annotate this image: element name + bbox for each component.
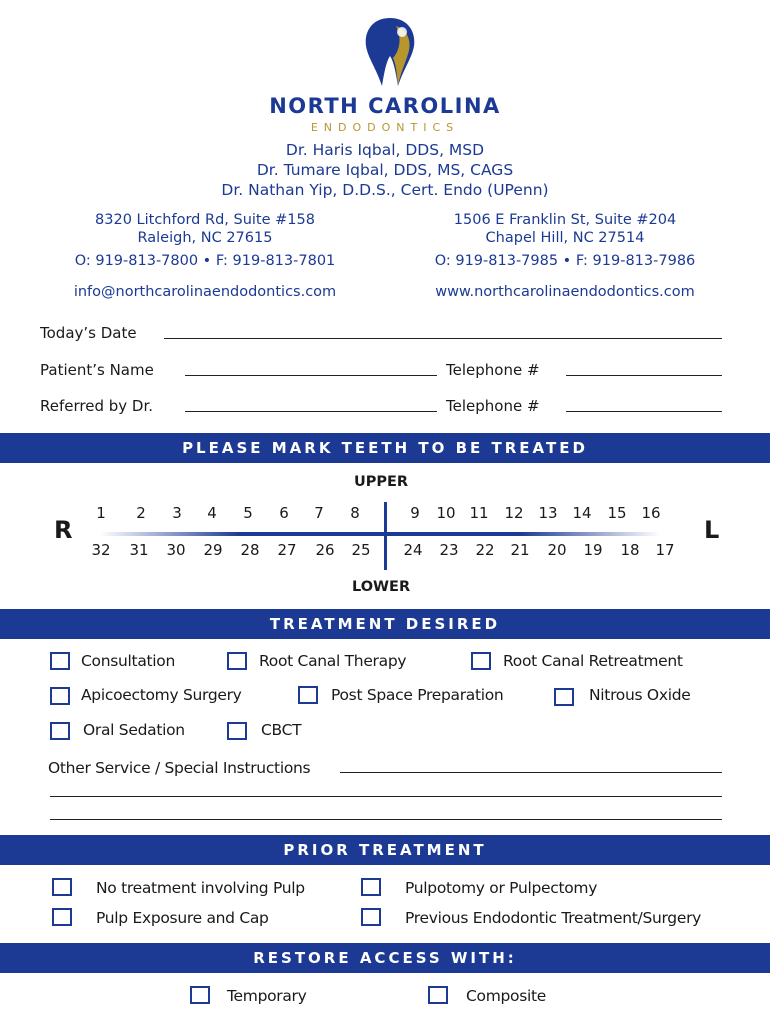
pulp-exposure-label: Pulp Exposure and Cap: [96, 909, 269, 927]
left-office-street: 8320 Litchford Rd, Suite #158: [95, 212, 315, 228]
previous-endo-label: Previous Endodontic Treatment/Surgery: [405, 909, 702, 927]
upper-tooth-number[interactable]: 1: [96, 504, 106, 522]
other-instructions-field[interactable]: [340, 772, 722, 773]
consultation-label: Consultation: [81, 652, 176, 670]
midline-divider: [384, 502, 387, 570]
root-canal-therapy-label: Root Canal Therapy: [259, 652, 407, 670]
lower-tooth-number[interactable]: 28: [240, 541, 260, 559]
referred-by-field[interactable]: [185, 411, 437, 412]
teeth-section-header: PLEASE MARK TEETH TO BE TREATED: [0, 433, 770, 463]
upper-tooth-number[interactable]: 2: [136, 504, 146, 522]
upper-label: UPPER: [354, 474, 409, 490]
upper-tooth-number[interactable]: 4: [207, 504, 217, 522]
left-side-label: L: [704, 516, 720, 544]
pulpotomy-label: Pulpotomy or Pulpectomy: [405, 879, 598, 897]
lower-label: LOWER: [352, 579, 411, 595]
upper-tooth-number[interactable]: 16: [641, 504, 661, 522]
composite-checkbox[interactable]: [428, 986, 448, 1004]
upper-tooth-number[interactable]: 6: [279, 504, 289, 522]
right-office-street: 1506 E Franklin St, Suite #204: [453, 212, 677, 228]
brand-name: NORTH CAROLINA: [269, 94, 501, 118]
consultation-checkbox[interactable]: [50, 652, 70, 670]
lower-tooth-number[interactable]: 32: [91, 541, 111, 559]
root-canal-therapy-checkbox[interactable]: [227, 652, 247, 670]
pulpotomy-checkbox[interactable]: [361, 878, 381, 896]
upper-tooth-number[interactable]: 5: [243, 504, 253, 522]
upper-tooth-number[interactable]: 9: [410, 504, 420, 522]
patient-telephone-label: Telephone #: [446, 361, 540, 379]
upper-tooth-number[interactable]: 15: [607, 504, 627, 522]
temporary-checkbox[interactable]: [190, 986, 210, 1004]
left-office-phone: O: 919-813-7800 • F: 919-813-7801: [74, 253, 336, 269]
lower-tooth-number[interactable]: 24: [403, 541, 423, 559]
upper-tooth-number[interactable]: 14: [572, 504, 592, 522]
lower-tooth-number[interactable]: 29: [203, 541, 223, 559]
upper-tooth-number[interactable]: 13: [538, 504, 558, 522]
doctor-name: Dr. Haris Iqbal, DDS, MSD: [285, 141, 485, 159]
composite-label: Composite: [466, 987, 547, 1005]
lower-tooth-number[interactable]: 21: [510, 541, 530, 559]
lower-tooth-number[interactable]: 19: [583, 541, 603, 559]
upper-tooth-number[interactable]: 12: [504, 504, 524, 522]
nitrous-oxide-label: Nitrous Oxide: [589, 686, 691, 704]
no-treatment-pulp-label: No treatment involving Pulp: [96, 879, 305, 897]
apicoectomy-surgery-label: Apicoectomy Surgery: [81, 686, 242, 704]
previous-endo-checkbox[interactable]: [361, 908, 381, 926]
doctor-name: Dr. Tumare Iqbal, DDS, MS, CAGS: [256, 161, 514, 179]
other-instructions-line-2[interactable]: [50, 796, 722, 797]
doctor-name: Dr. Nathan Yip, D.D.S., Cert. Endo (UPenn): [221, 181, 549, 199]
lower-tooth-number[interactable]: 23: [439, 541, 459, 559]
prior-treatment-section-header: PRIOR TREATMENT: [0, 835, 770, 865]
lower-tooth-number[interactable]: 20: [547, 541, 567, 559]
lower-tooth-number[interactable]: 17: [655, 541, 675, 559]
nitrous-oxide-checkbox[interactable]: [554, 688, 574, 706]
todays-date-label: Today’s Date: [40, 324, 137, 342]
left-office-city: Raleigh, NC 27615: [137, 230, 273, 246]
upper-tooth-number[interactable]: 7: [314, 504, 324, 522]
referred-by-label: Referred by Dr.: [40, 397, 154, 415]
brand-subtitle: ENDODONTICS: [310, 121, 460, 134]
lower-tooth-number[interactable]: 25: [351, 541, 371, 559]
upper-tooth-number[interactable]: 3: [172, 504, 182, 522]
patient-name-label: Patient’s Name: [40, 361, 154, 379]
lower-tooth-number[interactable]: 30: [166, 541, 186, 559]
lower-tooth-number[interactable]: 26: [315, 541, 335, 559]
lower-tooth-number[interactable]: 22: [475, 541, 495, 559]
post-space-preparation-label: Post Space Preparation: [331, 686, 504, 704]
other-instructions-label: Other Service / Special Instructions: [48, 759, 311, 777]
oral-sedation-label: Oral Sedation: [83, 721, 185, 739]
arch-divider-line: [100, 530, 660, 538]
right-side-label: R: [54, 516, 73, 544]
lower-tooth-number[interactable]: 31: [129, 541, 149, 559]
upper-tooth-number[interactable]: 11: [469, 504, 489, 522]
upper-tooth-number[interactable]: 8: [350, 504, 360, 522]
apicoectomy-surgery-checkbox[interactable]: [50, 687, 70, 705]
temporary-label: Temporary: [227, 987, 307, 1005]
treatment-section-header: TREATMENT DESIRED: [0, 609, 770, 639]
no-treatment-pulp-checkbox[interactable]: [52, 878, 72, 896]
office-email-link[interactable]: info@northcarolinaendodontics.com: [73, 284, 337, 300]
right-office-city: Chapel Hill, NC 27514: [485, 230, 645, 246]
lower-tooth-number[interactable]: 18: [620, 541, 640, 559]
referrer-telephone-field[interactable]: [566, 411, 722, 412]
other-instructions-line-3[interactable]: [50, 819, 722, 820]
patient-name-field[interactable]: [185, 375, 437, 376]
root-canal-retreatment-label: Root Canal Retreatment: [503, 652, 683, 670]
pulp-exposure-checkbox[interactable]: [52, 908, 72, 926]
patient-telephone-field[interactable]: [566, 375, 722, 376]
cbct-checkbox[interactable]: [227, 722, 247, 740]
tooth-logo-icon: [360, 16, 420, 88]
post-space-preparation-checkbox[interactable]: [298, 686, 318, 704]
right-office-phone: O: 919-813-7985 • F: 919-813-7986: [434, 253, 696, 269]
cbct-label: CBCT: [261, 721, 302, 739]
referrer-telephone-label: Telephone #: [446, 397, 540, 415]
todays-date-field[interactable]: [164, 338, 722, 339]
upper-tooth-number[interactable]: 10: [436, 504, 456, 522]
restore-access-section-header: RESTORE ACCESS WITH:: [0, 943, 770, 973]
oral-sedation-checkbox[interactable]: [50, 722, 70, 740]
lower-tooth-number[interactable]: 27: [277, 541, 297, 559]
office-website-link[interactable]: www.northcarolinaendodontics.com: [435, 284, 695, 300]
root-canal-retreatment-checkbox[interactable]: [471, 652, 491, 670]
